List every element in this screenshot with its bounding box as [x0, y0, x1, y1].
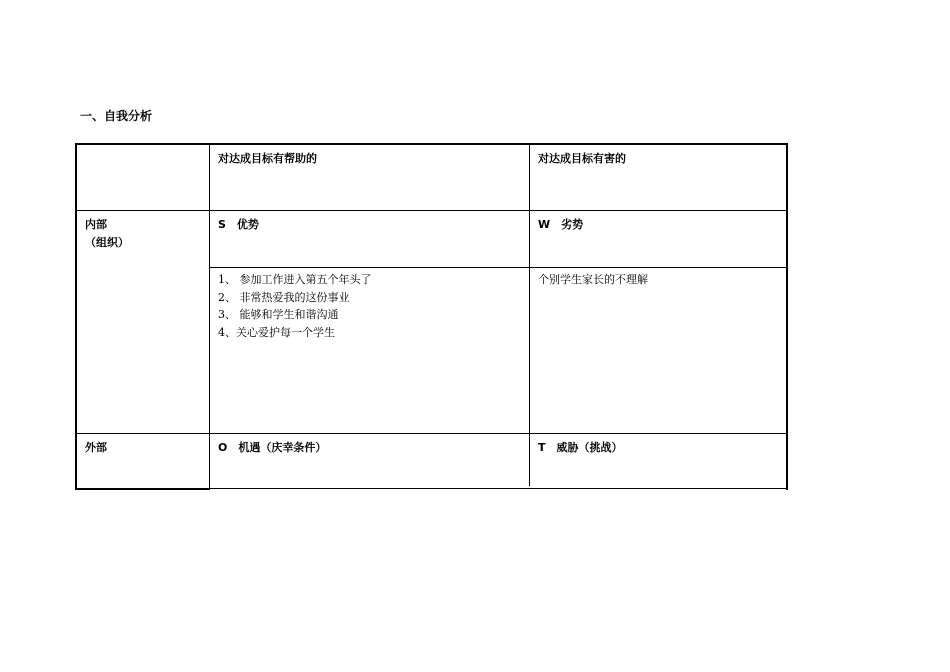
table-border-bottom-left — [75, 488, 210, 490]
weaknesses-text: 个别学生家长的不理解 — [538, 273, 648, 286]
threats-title-label: T 威胁（挑战） — [538, 441, 623, 454]
strengths-list — [218, 271, 521, 341]
header-helpful — [210, 145, 529, 210]
weaknesses-title-label: W 劣势 — [538, 218, 584, 231]
external-label — [77, 434, 209, 488]
weaknesses-content — [530, 268, 786, 433]
header-harmful — [530, 145, 786, 210]
weaknesses-title — [530, 211, 786, 267]
table-border-right — [786, 143, 788, 490]
swot-table — [75, 143, 788, 490]
page-heading: 一、自我分析 — [80, 109, 153, 123]
strengths-title-label: S 优势 — [218, 218, 259, 231]
header-harmful-label: 对达成目标有害的 — [538, 152, 626, 165]
strengths-content — [210, 268, 529, 433]
internal-label-line2: （组织） — [85, 235, 129, 249]
list-item: 2、 非常热爱我的这份事业 — [218, 290, 350, 304]
opportunities-title-label: O 机遇（庆幸条件） — [218, 441, 327, 454]
list-item: 1、 参加工作进入第五个年头了 — [218, 273, 372, 286]
external-label-text: 外部 — [85, 441, 107, 454]
opportunities-title — [210, 434, 529, 488]
threats-title — [530, 434, 786, 488]
internal-label-line1: 内部 — [85, 218, 107, 231]
internal-label — [77, 211, 209, 433]
table-border-bottom — [209, 488, 788, 489]
list-item: 4、关心爱护每一个学生 — [218, 325, 335, 339]
list-item: 3、 能够和学生和谐沟通 — [218, 308, 339, 321]
strengths-title — [210, 211, 529, 267]
header-helpful-label: 对达成目标有帮助的 — [218, 152, 317, 165]
